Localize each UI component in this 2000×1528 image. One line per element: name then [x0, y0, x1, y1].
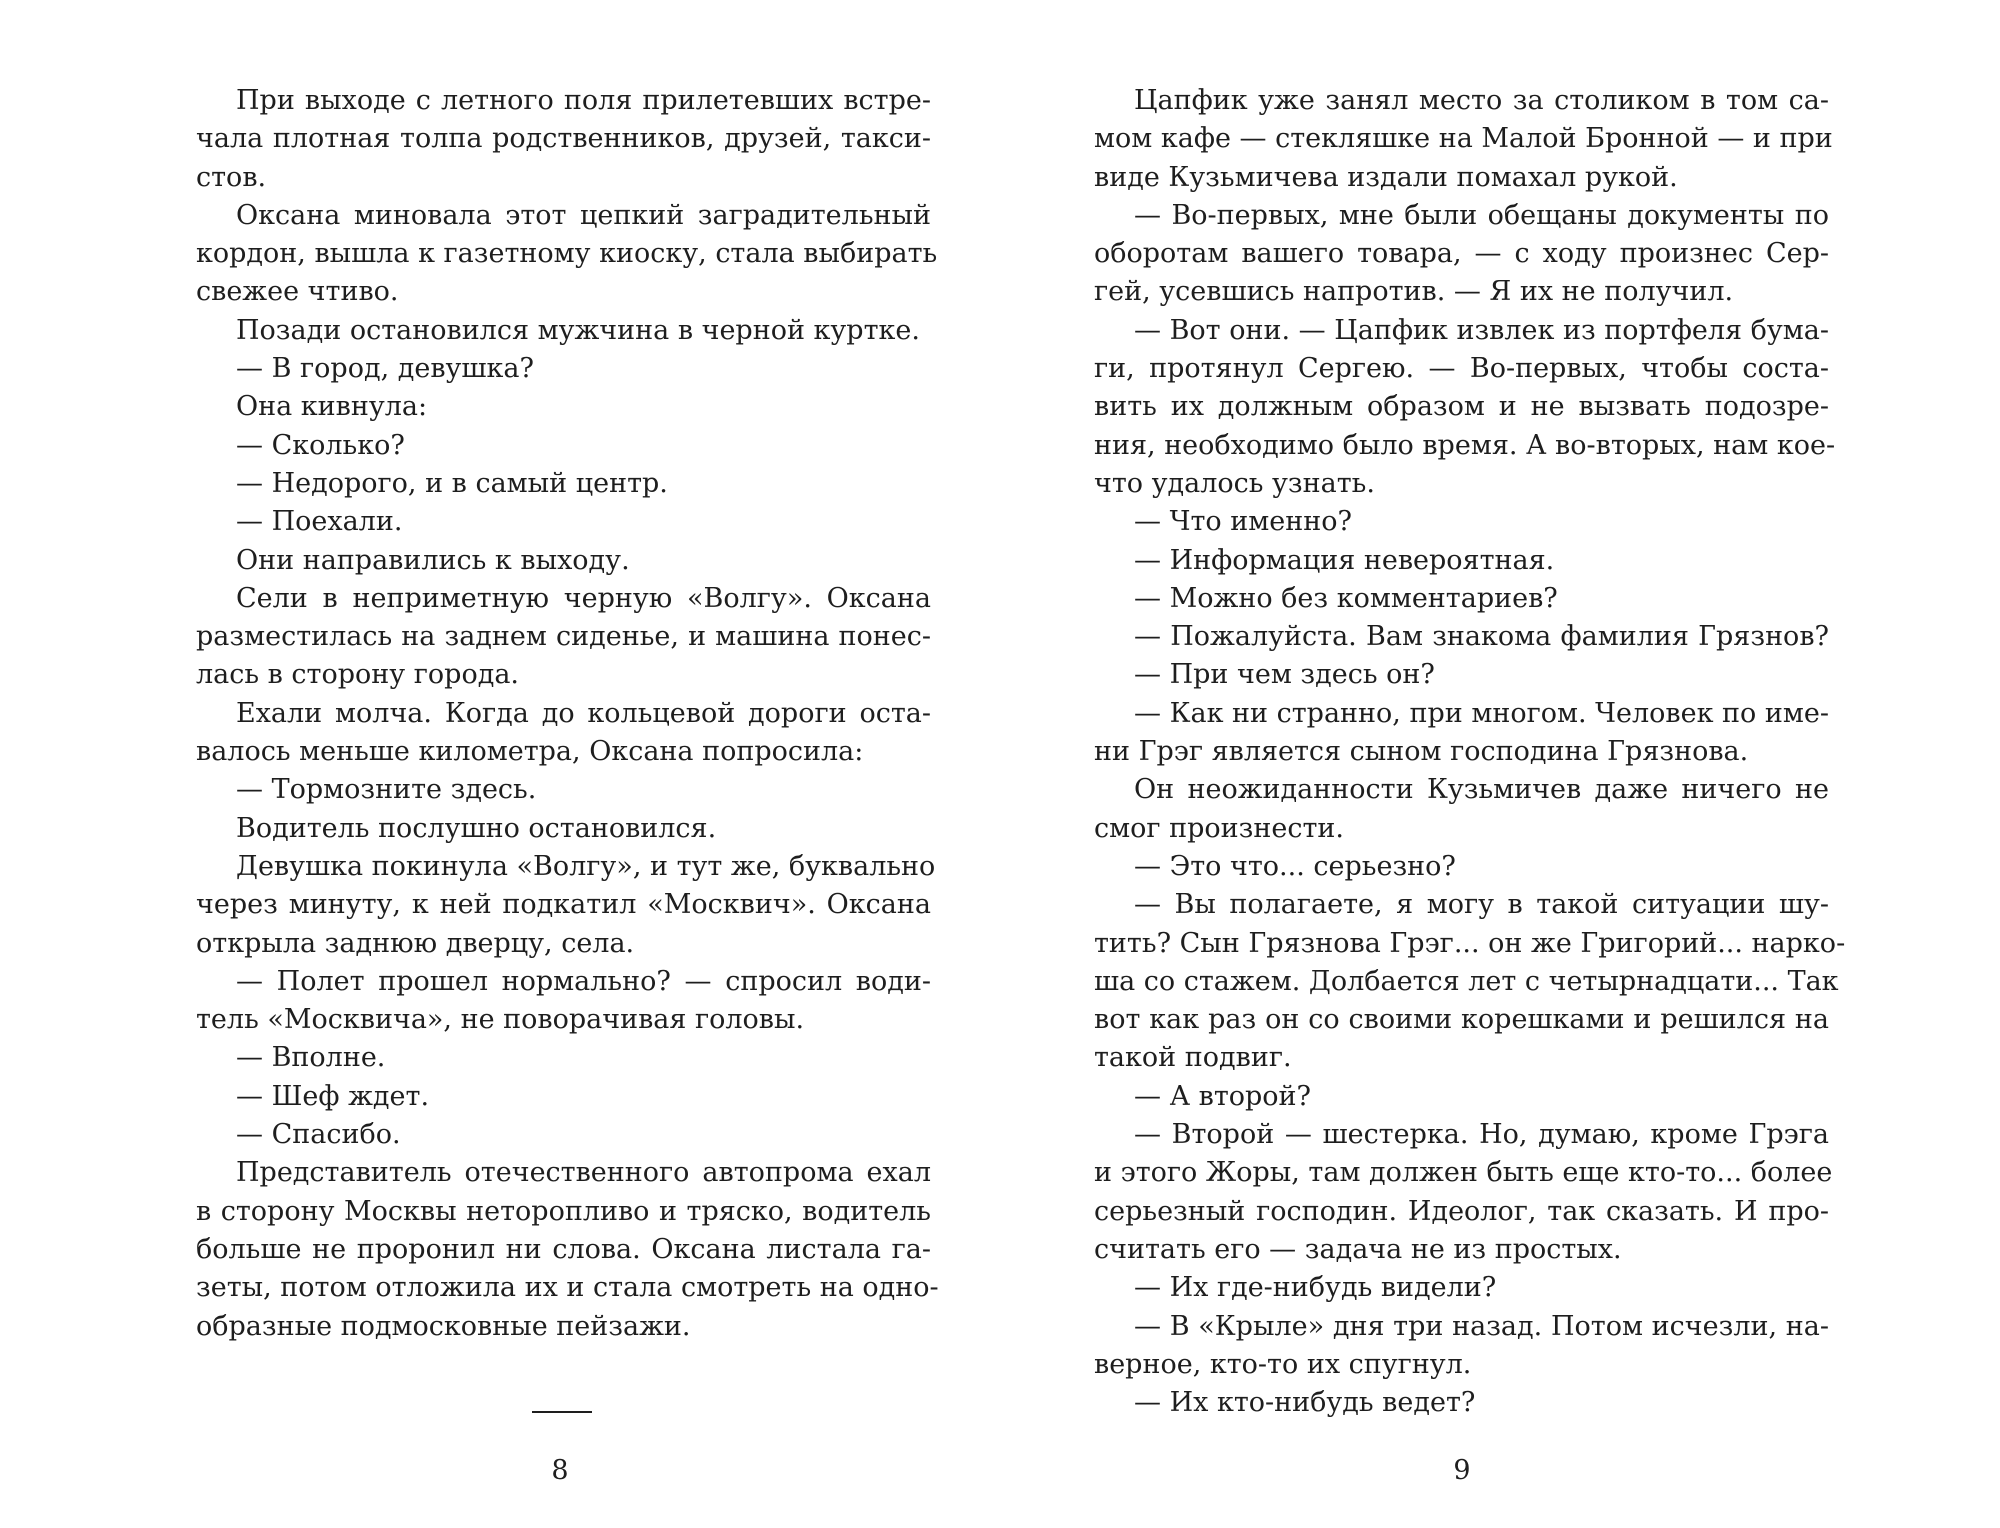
- text-line: — Это что... серьезно?: [1134, 850, 1456, 882]
- right-page-text: [1094, 82, 1846, 1422]
- text-line: Водитель послушно остановился.: [236, 812, 717, 844]
- text-line: считать его — задача не из простых.: [1094, 1233, 1622, 1265]
- page-number-right: 9: [1453, 1455, 1471, 1486]
- text-line: — Как ни странно, при многом. Человек по име-: [1134, 697, 1829, 729]
- section-separator: [532, 1411, 592, 1413]
- text-line: через минуту, к ней подкатил «Москвич». Оксана: [196, 889, 931, 921]
- text-line: — Что именно?: [1134, 506, 1352, 538]
- text-line: — Пожалуйста. Вам знакома фамилия Грязнов?: [1134, 621, 1829, 653]
- text-line: верное, кто-то их спугнул.: [1094, 1348, 1472, 1380]
- text-line: ния, необходимо было время. А во-вторых, нам кое-: [1094, 429, 1836, 461]
- text-line: вот как раз он со своими корешками и решился на: [1094, 1004, 1829, 1036]
- text-line: Оксана миновала этот цепкий заградительный: [236, 199, 931, 231]
- text-line: гей, усевшись напротив. — Я их не получил.: [1094, 276, 1734, 308]
- text-line: Девушка покинула «Волгу», и тут же, буквально: [236, 850, 936, 882]
- text-line: — Тормозните здесь.: [236, 774, 537, 806]
- text-line: мом кафе — стекляшке на Малой Бронной — и при: [1094, 123, 1833, 155]
- text-line: — Их кто-нибудь ведет?: [1134, 1387, 1476, 1419]
- text-line: Позади остановился мужчина в черной куртке.: [236, 314, 920, 346]
- text-line: — Информация невероятная.: [1134, 544, 1555, 576]
- text-line: зеты, потом отложила их и стала смотреть на одно-: [196, 1272, 939, 1304]
- text-line: свежее чтиво.: [196, 276, 399, 308]
- text-line: больше не проронил ни слова. Оксана листала га-: [196, 1233, 931, 1265]
- text-line: — Можно без комментариев?: [1134, 582, 1558, 614]
- text-line: что удалось узнать.: [1094, 467, 1375, 499]
- text-line: в сторону Москвы неторопливо и тряско, водитель: [196, 1195, 931, 1227]
- text-line: ни Грэг является сыном господина Грязнова.: [1094, 736, 1749, 768]
- text-line: чала плотная толпа родственников, друзей, такси-: [196, 123, 931, 155]
- text-line: кордон, вышла к газетному киоску, стала выбирать: [196, 238, 938, 270]
- text-line: тить? Сын Грязнова Грэг... он же Григорий... нарко-: [1094, 927, 1846, 959]
- text-line: — Недорого, и в самый центр.: [236, 467, 668, 499]
- text-line: — Спасибо.: [236, 1119, 401, 1151]
- text-line: Она кивнула:: [236, 391, 428, 423]
- text-line: смог произнести.: [1094, 812, 1344, 844]
- text-line: ша со стажем. Долбается лет с четырнадцати... Так: [1094, 965, 1839, 997]
- text-line: стов.: [196, 161, 267, 193]
- text-line: При выходе с летного поля прилетевших встре-: [236, 85, 931, 116]
- text-line: Он неожиданности Кузьмичев даже ничего не: [1134, 774, 1829, 806]
- text-line: оборотам вашего товара, — с ходу произнес Сер-: [1094, 238, 1829, 270]
- text-line: тель «Москвича», не поворачивая головы.: [196, 1004, 805, 1036]
- text-line: Представитель отечественного автопрома ехал: [236, 1157, 931, 1189]
- text-line: Цапфик уже занял место за столиком в том са-: [1134, 85, 1829, 116]
- text-line: — При чем здесь он?: [1134, 659, 1435, 691]
- text-line: — Во-первых, мне были обещаны документы по: [1134, 199, 1829, 231]
- text-line: — Вы полагаете, я могу в такой ситуации шу-: [1134, 889, 1829, 921]
- text-line: разместилась на заднем сиденье, и машина понес-: [196, 621, 931, 653]
- text-line: вить их должным образом и не вызвать подозре-: [1094, 391, 1829, 423]
- text-line: Они направились к выходу.: [236, 544, 630, 576]
- page-number-left: 8: [551, 1455, 569, 1486]
- text-line: — А второй?: [1134, 1080, 1312, 1112]
- text-line: такой подвиг.: [1094, 1042, 1292, 1074]
- text-line: серьезный господин. Идеолог, так сказать. И про-: [1094, 1195, 1829, 1227]
- text-line: — Вполне.: [236, 1042, 386, 1074]
- text-line: — Вот они. — Цапфик извлек из портфеля бума-: [1134, 314, 1829, 346]
- text-line: Сели в неприметную черную «Волгу». Оксана: [236, 582, 931, 614]
- text-line: — Полет прошел нормально? — спросил води-: [236, 965, 931, 997]
- text-line: валось меньше километра, Оксана попросила:: [196, 736, 864, 768]
- text-line: ги, протянул Сергею. — Во-первых, чтобы состa-: [1094, 353, 1829, 385]
- text-line: — Их где-нибудь видели?: [1134, 1272, 1497, 1304]
- text-line: образные подмосковные пейзажи.: [196, 1310, 691, 1342]
- text-line: Ехали молча. Когда до кольцевой дороги оста-: [236, 697, 931, 729]
- text-line: лась в сторону города.: [196, 659, 519, 691]
- text-line: — Сколько?: [236, 429, 405, 461]
- text-line: — Шеф ждет.: [236, 1080, 430, 1112]
- text-line: — Поехали.: [236, 506, 403, 538]
- left-page-text: [196, 82, 939, 1346]
- text-line: — В «Крыле» дня три назад. Потом исчезли, на-: [1134, 1310, 1829, 1342]
- text-line: виде Кузьмичева издали помахал рукой.: [1094, 161, 1678, 193]
- text-line: — Второй — шестерка. Но, думаю, кроме Грэга: [1134, 1119, 1829, 1151]
- text-line: и этого Жоры, там должен быть еще кто-то... более: [1094, 1157, 1833, 1189]
- text-line: — В город, девушка?: [236, 353, 534, 385]
- text-line: открыла заднюю дверцу, села.: [196, 927, 635, 959]
